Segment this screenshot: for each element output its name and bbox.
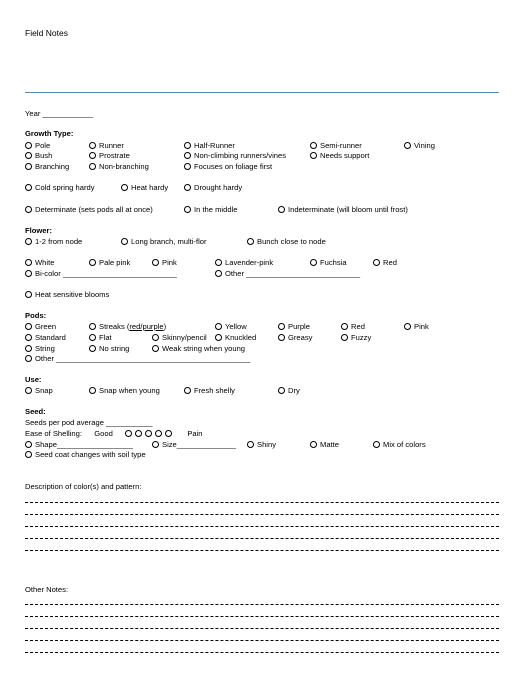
radio-icon[interactable] <box>89 323 96 330</box>
radio-icon[interactable] <box>215 334 222 341</box>
option-pod-fuzzy[interactable]: Fuzzy <box>341 333 371 342</box>
option-pod-pink[interactable]: Pink <box>404 322 429 331</box>
option-needs-support[interactable]: Needs support <box>310 151 369 160</box>
option-pod-flat[interactable]: Flat <box>89 333 112 342</box>
option-flower-pink[interactable]: Pink <box>152 258 177 267</box>
radio-icon[interactable] <box>310 152 317 159</box>
radio-icon[interactable] <box>310 142 317 149</box>
description-heading: Description of color(s) and pattern: <box>25 482 142 491</box>
radio-icon[interactable] <box>278 334 285 341</box>
option-flower-fuchsia[interactable]: Fuchsia <box>310 258 347 267</box>
radio-icon[interactable] <box>25 238 32 245</box>
radio-icon[interactable] <box>89 259 96 266</box>
radio-icon[interactable] <box>404 142 411 149</box>
option-heat-sensitive-blooms[interactable]: Heat sensitive blooms <box>25 290 109 299</box>
radio-icon[interactable] <box>152 259 159 266</box>
radio-icon[interactable] <box>404 323 411 330</box>
notes-line[interactable] <box>25 640 499 641</box>
ease-rating-4-radio[interactable] <box>155 430 162 437</box>
option-use-snap-young[interactable]: Snap when young <box>89 386 160 395</box>
option-pod-knuckled[interactable]: Knuckled <box>215 333 256 342</box>
option-pod-greasy[interactable]: Greasy <box>278 333 312 342</box>
radio-icon[interactable] <box>215 323 222 330</box>
option-seed-coat-changes[interactable]: Seed coat changes with soil type <box>25 450 146 459</box>
year-field[interactable]: Year ____________ <box>25 109 94 118</box>
option-pod-standard[interactable]: Standard <box>25 333 66 342</box>
radio-icon[interactable] <box>215 270 222 277</box>
radio-icon[interactable] <box>310 441 317 448</box>
pods-heading: Pods: <box>25 311 47 320</box>
radio-icon[interactable] <box>25 270 32 277</box>
option-flower-bicolor[interactable]: Bi-color ___________________________ <box>25 269 177 278</box>
radio-icon[interactable] <box>89 387 96 394</box>
radio-icon[interactable] <box>310 259 317 266</box>
option-non-climbing[interactable]: Non-climbing runners/vines <box>184 151 286 160</box>
radio-icon[interactable] <box>25 334 32 341</box>
option-prostrate[interactable]: Prostrate <box>89 151 130 160</box>
radio-icon[interactable] <box>25 441 32 448</box>
option-bush[interactable]: Bush <box>25 151 52 160</box>
radio-icon[interactable] <box>184 206 191 213</box>
radio-icon[interactable] <box>278 206 285 213</box>
option-vining[interactable]: Vining <box>404 141 435 150</box>
radio-icon[interactable] <box>341 323 348 330</box>
radio-icon[interactable] <box>184 152 191 159</box>
radio-icon[interactable] <box>373 259 380 266</box>
radio-icon[interactable] <box>215 259 222 266</box>
option-use-snap[interactable]: Snap <box>25 386 53 395</box>
ease-pain-label: Pain <box>187 429 203 438</box>
option-seed-mix[interactable]: Mix of colors <box>373 440 426 449</box>
option-use-fresh-shelly[interactable]: Fresh shelly <box>184 386 235 395</box>
option-indeterminate[interactable]: Indeterminate (will bloom until frost) <box>278 205 408 214</box>
radio-icon[interactable] <box>25 291 32 298</box>
ease-rating-2-radio[interactable] <box>135 430 142 437</box>
radio-icon[interactable] <box>25 355 32 362</box>
seed-heading: Seed: <box>25 407 46 416</box>
radio-icon[interactable] <box>184 184 191 191</box>
option-non-branching[interactable]: Non-branching <box>89 162 149 171</box>
option-flower-lavender-pink[interactable]: Lavender-pink <box>215 258 273 267</box>
radio-icon[interactable] <box>184 387 191 394</box>
option-pod-yellow[interactable]: Yellow <box>215 322 247 331</box>
radio-icon[interactable] <box>89 163 96 170</box>
radio-icon[interactable] <box>25 206 32 213</box>
option-bunch-close[interactable]: Bunch close to node <box>247 237 326 246</box>
radio-icon[interactable] <box>25 259 32 266</box>
use-heading: Use: <box>25 375 42 384</box>
option-drought-hardy[interactable]: Drought hardy <box>184 183 242 192</box>
option-pod-string[interactable]: String <box>25 344 55 353</box>
option-seed-shape[interactable]: Shape__________________ <box>25 440 133 449</box>
option-seed-size[interactable]: Size______________ <box>152 440 236 449</box>
radio-icon[interactable] <box>247 238 254 245</box>
option-determinate[interactable]: Determinate (sets pods all at once) <box>25 205 153 214</box>
radio-icon[interactable] <box>25 345 32 352</box>
ease-rating-3-radio[interactable] <box>145 430 152 437</box>
radio-icon[interactable] <box>184 142 191 149</box>
radio-icon[interactable] <box>373 441 380 448</box>
description-line[interactable] <box>25 526 499 527</box>
radio-icon[interactable] <box>152 345 159 352</box>
option-long-branch[interactable]: Long branch, multi-flor <box>121 237 207 246</box>
option-flower-other[interactable]: Other ___________________________ <box>215 269 360 278</box>
description-line[interactable] <box>25 514 499 515</box>
option-branching[interactable]: Branching <box>25 162 69 171</box>
radio-icon[interactable] <box>25 323 32 330</box>
radio-icon[interactable] <box>25 387 32 394</box>
option-seed-matte[interactable]: Matte <box>310 440 339 449</box>
option-pod-streaks[interactable]: Streaks (red/purple) <box>89 322 166 331</box>
radio-icon[interactable] <box>278 387 285 394</box>
ease-rating-5-radio[interactable] <box>165 430 172 437</box>
radio-icon[interactable] <box>25 451 32 458</box>
notes-line[interactable] <box>25 628 499 629</box>
radio-icon[interactable] <box>152 334 159 341</box>
radio-icon[interactable] <box>247 441 254 448</box>
radio-icon[interactable] <box>89 152 96 159</box>
radio-icon[interactable] <box>89 142 96 149</box>
option-pod-purple[interactable]: Purple <box>278 322 310 331</box>
radio-icon[interactable] <box>121 184 128 191</box>
option-pod-no-string[interactable]: No string <box>89 344 129 353</box>
radio-icon[interactable] <box>341 334 348 341</box>
option-flower-red[interactable]: Red <box>373 258 397 267</box>
radio-icon[interactable] <box>278 323 285 330</box>
radio-icon[interactable] <box>184 163 191 170</box>
flower-heading: Flower: <box>25 226 53 235</box>
option-use-dry[interactable]: Dry <box>278 386 300 395</box>
option-half-runner[interactable]: Half-Runner <box>184 141 235 150</box>
growth-heading: Growth Type: <box>25 129 74 138</box>
option-pod-green[interactable]: Green <box>25 322 56 331</box>
description-line[interactable] <box>25 502 499 503</box>
notes-line[interactable] <box>25 604 499 605</box>
radio-icon[interactable] <box>25 184 32 191</box>
radio-icon[interactable] <box>25 163 32 170</box>
seeds-per-pod-field[interactable]: Seeds per pod average ___________ <box>25 418 153 427</box>
option-semi-runner[interactable]: Semi-runner <box>310 141 362 150</box>
ease-good-label: Good <box>94 429 113 438</box>
description-line[interactable] <box>25 538 499 539</box>
option-cold-spring-hardy[interactable]: Cold spring hardy <box>25 183 95 192</box>
radio-icon[interactable] <box>25 142 32 149</box>
option-focuses-foliage[interactable]: Focuses on foliage first <box>184 162 272 171</box>
ease-rating-1-radio[interactable] <box>125 430 132 437</box>
radio-icon[interactable] <box>25 152 32 159</box>
option-pod-other[interactable]: Other ______________________________________________ <box>25 354 250 363</box>
option-pod-red[interactable]: Red <box>341 322 365 331</box>
other-notes-heading: Other Notes: <box>25 585 69 594</box>
option-in-the-middle[interactable]: In the middle <box>184 205 237 214</box>
ease-of-shelling-row <box>25 429 203 438</box>
title-divider <box>25 92 499 93</box>
option-flower-white[interactable]: White <box>25 258 54 267</box>
option-flower-pale-pink[interactable]: Pale pink <box>89 258 130 267</box>
ease-of-shelling-label: Ease of Shelling: <box>25 429 82 438</box>
radio-icon[interactable] <box>121 238 128 245</box>
notes-line[interactable] <box>25 652 499 653</box>
radio-icon[interactable] <box>152 441 159 448</box>
option-1-2-from-node[interactable]: 1-2 from node <box>25 237 82 246</box>
page-title: Field Notes <box>25 28 68 38</box>
description-line[interactable] <box>25 550 499 551</box>
option-pod-skinny[interactable]: Skinny/pencil <box>152 333 207 342</box>
radio-icon[interactable] <box>89 345 96 352</box>
option-runner[interactable]: Runner <box>89 141 124 150</box>
option-pole[interactable]: Pole <box>25 141 50 150</box>
option-seed-shiny[interactable]: Shiny <box>247 440 276 449</box>
notes-line[interactable] <box>25 616 499 617</box>
option-heat-hardy[interactable]: Heat hardy <box>121 183 168 192</box>
option-pod-weak-string[interactable]: Weak string when young <box>152 344 245 353</box>
radio-icon[interactable] <box>89 334 96 341</box>
